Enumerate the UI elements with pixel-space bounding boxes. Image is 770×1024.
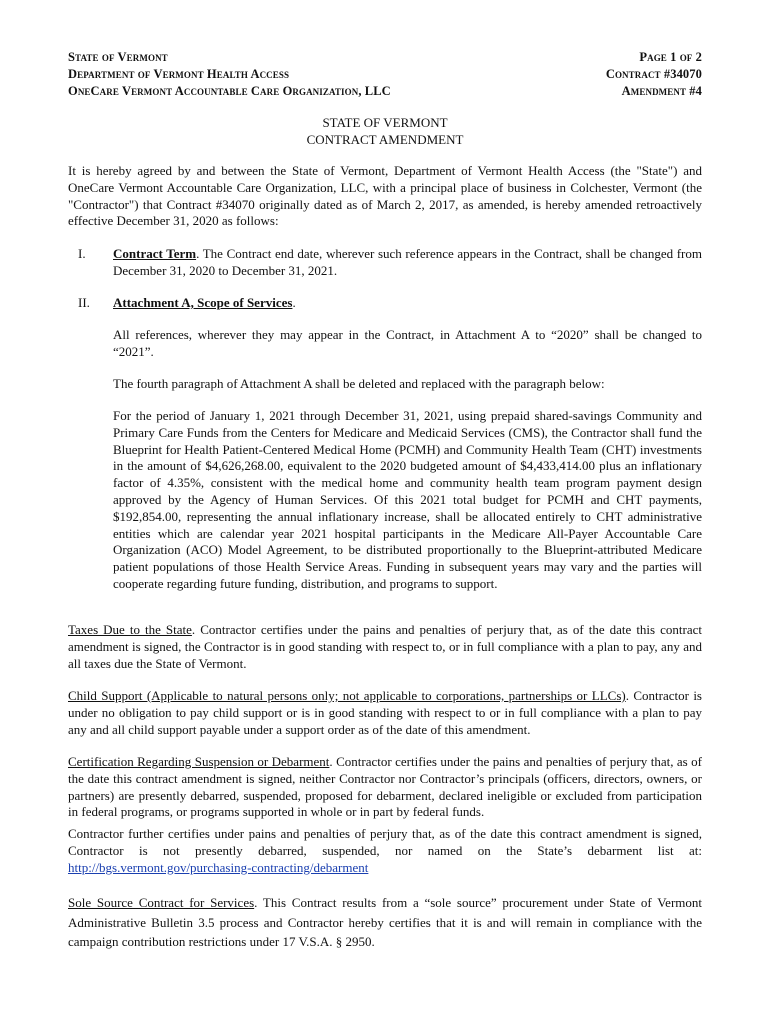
title-line-2: CONTRACT AMENDMENT [306, 132, 464, 147]
page-prefix: Page [639, 50, 671, 64]
debarment-list-link[interactable]: http://bgs.vermont.gov/purchasing-contracting/debarment [68, 859, 369, 875]
section-attachment-a [68, 295, 702, 312]
header-contractor: OneCare Vermont Accountable Care Organization, LLC [68, 84, 391, 98]
page-current: 1 [670, 50, 677, 64]
header-left [68, 49, 391, 100]
header-state: State of Vermont [68, 50, 168, 64]
child-support-heading: Child Support (Applicable to natural persons only; not applicable to corporations, partnerships or LLCs) [68, 688, 626, 703]
section-heading: Attachment A, Scope of Services [113, 295, 293, 310]
section-text [113, 246, 702, 280]
header-amendment-number: Amendment #4 [621, 84, 702, 98]
section-numeral: I. [78, 246, 86, 261]
intro-paragraph: It is hereby agreed by and between the State of Vermont, Department of Vermont Health Access (the "State") and OneCare Vermont Accountable Care Organization, LLC, with a principal place of business in Colchester, Vermont (the "Contractor") that Contract #34070 originally dated as of March 2, 2017, as amended, is hereby amended retroactively effective December 31, 2020 as follows: [68, 163, 702, 229]
sole-source-paragraph [68, 893, 702, 952]
header-right [606, 49, 702, 100]
header-department: Department of Vermont Health Access [68, 67, 290, 81]
attachment-paragraph-references: All references, wherever they may appear in the Contract, in Attachment A to “2020” shall be changed to “2021”. [113, 327, 702, 359]
attachment-paragraph-fourth: The fourth paragraph of Attachment A shall be deleted and replaced with the paragraph below: [113, 376, 605, 391]
section-numeral: II. [78, 295, 90, 310]
debarment-body: . Contractor certifies under the pains and penalties of perjury that, as of the date this contract amendment is signed, neither Contractor nor Contractor’s principals (officers, directors, owners, or partners) are presently debarred, suspended, proposed for debarment, declared ineligible or excluded from participation in federal programs, or programs supported in whole or in part by federal funds. [68, 754, 702, 820]
document-title [0, 114, 770, 148]
section-contract-term [68, 246, 702, 280]
page-total: 2 [695, 50, 702, 64]
sole-source-heading: Sole Source Contract for Services [68, 895, 255, 910]
taxes-body: . Contractor certifies under the pains and penalties of perjury that, as of the date this contract amendment is signed, the Contractor is in good standing with respect to, or in full compliance with a plan to pay, any and all taxes due the State of Vermont. [68, 622, 702, 671]
header-page-number [606, 49, 702, 66]
taxes-heading: Taxes Due to the State [68, 622, 192, 637]
debarment-heading: Certification Regarding Suspension or Debarment [68, 754, 330, 769]
section-heading: Contract Term [113, 246, 197, 261]
taxes-paragraph [68, 622, 702, 672]
further-certification-paragraph [68, 826, 702, 876]
title-line-1: STATE OF VERMONT [322, 115, 448, 130]
section-text [113, 295, 702, 312]
section-body: . [292, 295, 296, 310]
child-support-body: . Contractor is under no obligation to pay child support or is in good standing with respect to or in full compliance with a plan to pay any and all child support payable under a support order as of the date of this amendment. [68, 688, 702, 737]
child-support-paragraph [68, 688, 702, 738]
sole-source-body: . This Contract results from a “sole source” procurement under State of Vermont Administrative Bulletin 3.5 process and Contractor hereby certifies that it is and will remain in compliance with the campaign contribution restrictions under 17 V.S.A. § 2950. [68, 895, 702, 949]
page-of: of [676, 50, 696, 64]
section-body: . The Contract end date, wherever such reference appears in the Contract, shall be changed from December 31, 2020 to December 31, 2021. [113, 246, 702, 278]
debarment-paragraph [68, 754, 702, 821]
further-certification-body: Contractor further certifies under pains and penalties of perjury that, as of the date this contract amendment is signed, Contractor is not presently debarred, suspended, nor named on the State’s debarment list at: [68, 826, 702, 858]
header-contract-number: Contract #34070 [605, 67, 702, 81]
attachment-paragraph-replacement: For the period of January 1, 2021 through December 31, 2021, using prepaid shared-savings Community and Primary Care Funds from the Centers for Medicare and Medicaid Services (CMS), the Contractor shall fund the Blueprint for Health Patient-Centered Medical Home (PCMH) and Community Health Team (CHT) investments in the amount of $4,626,268.00, equivalent to the 2020 budgeted amount of $4,433,414.00 plus an inflationary factor of 4.35%, consistent with the medical home and community health team program payment design approved by the Agency of Human Services. Of this 2021 total budget for PCMH and CHT payments, $192,854.00, representing the annual inflationary increase, shall be allocated entirely to CHT administrative entities which are calendar year 2021 hospital participants in the Medicare All-Payer Accountable Care Organization (ACO) Model Agreement, to be distributed proportionally to the Blueprint-attributed Medicare patient populations of those Health Service Areas. Funding in subsequent years may vary and the parties will cooperate regarding future funding, distribution, and programs to support. [113, 408, 702, 591]
